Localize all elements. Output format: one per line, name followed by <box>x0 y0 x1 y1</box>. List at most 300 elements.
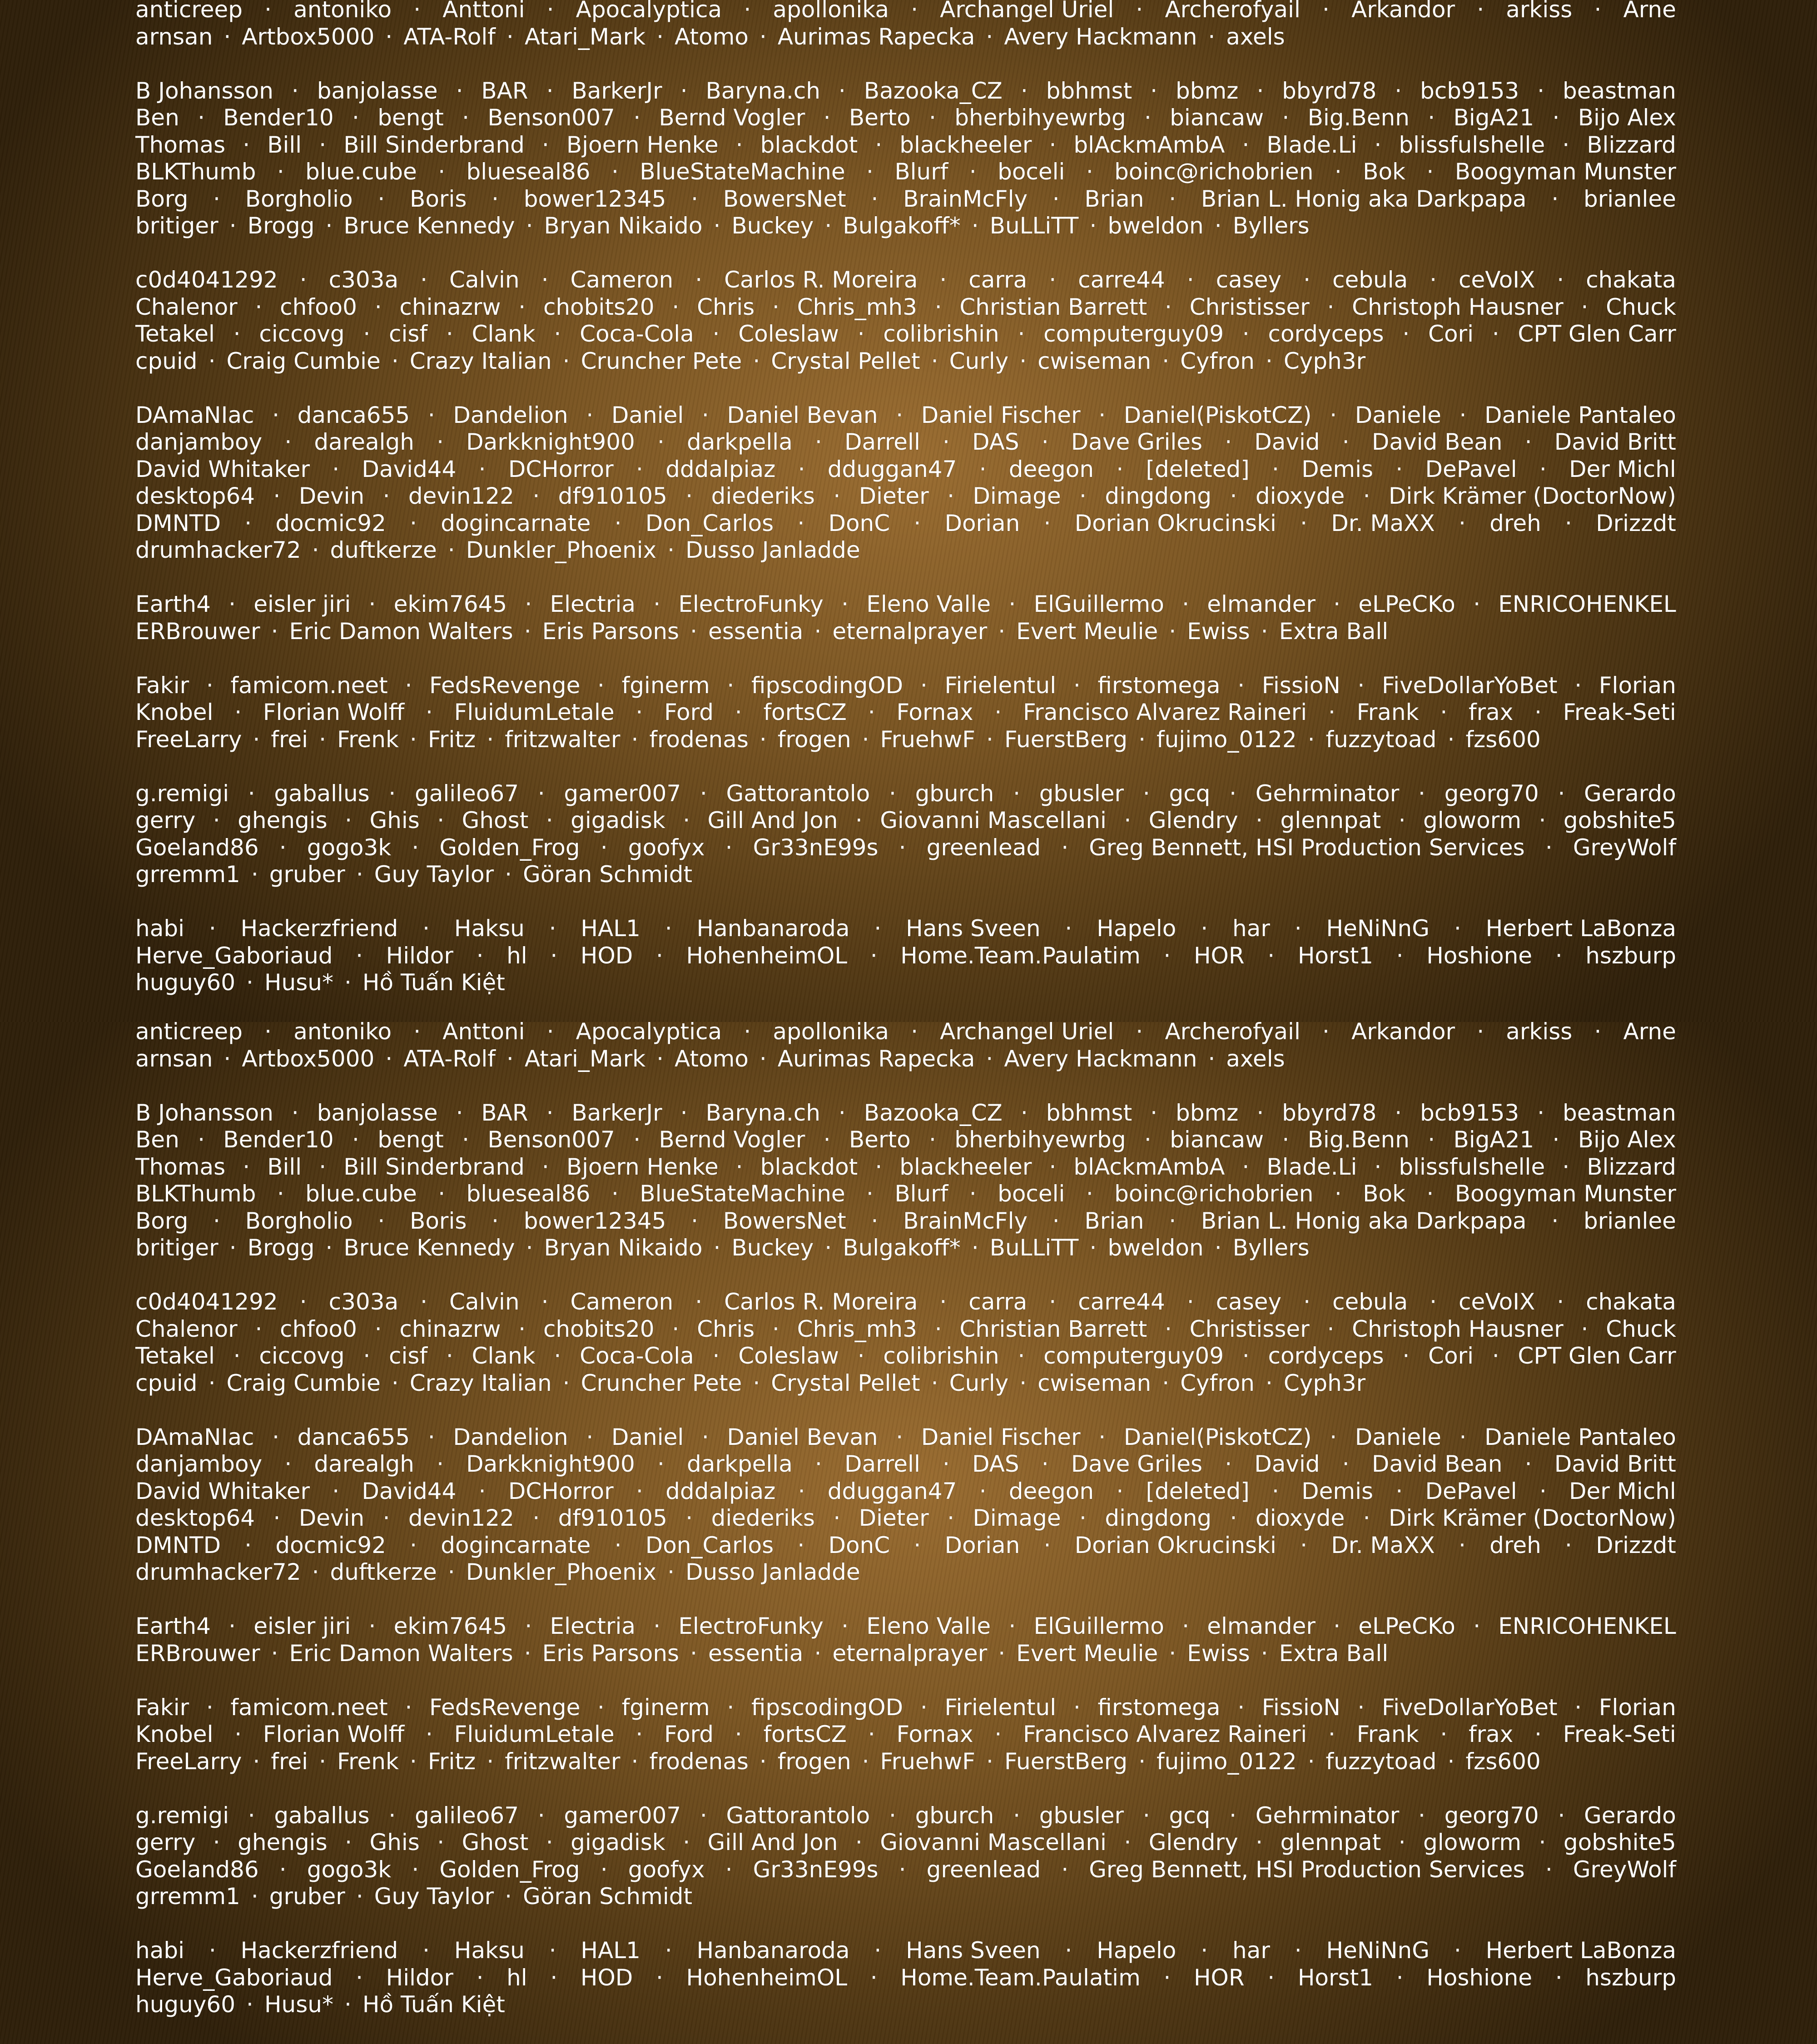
name-separator: · <box>392 1370 399 1397</box>
contributor-name: FreeLarry <box>135 726 242 754</box>
contributor-name: computerguy09 <box>1043 1343 1224 1370</box>
name-separator: · <box>1073 672 1081 700</box>
name-separator: · <box>1256 78 1264 105</box>
contributor-name: bweldon <box>1107 1235 1203 1262</box>
name-separator: · <box>385 24 392 51</box>
name-separator: · <box>702 402 709 429</box>
contributor-name: Dorian <box>944 1532 1020 1559</box>
contributor-name: Daniel Fischer <box>921 1424 1081 1451</box>
contributor-name: Christian Barrett <box>959 294 1147 321</box>
contributor-name: Chalenor <box>135 1316 238 1343</box>
contributor-name: Aurimas Rapecka <box>778 1046 975 1073</box>
name-separator: · <box>1557 1289 1564 1316</box>
contributor-name: Bill <box>267 132 302 159</box>
name-separator: · <box>413 0 421 24</box>
name-separator: · <box>284 1451 292 1478</box>
contributor-name: Darkknight900 <box>466 429 635 456</box>
name-separator: · <box>656 24 664 51</box>
contributor-name: Dunkler_Phoenix <box>466 537 656 564</box>
contributor-name: BLKThumb <box>135 1181 256 1208</box>
name-separator: · <box>426 1721 433 1748</box>
contributor-name: Bazooka_CZ <box>864 1100 1003 1127</box>
contributor-name: ceVoIX <box>1459 267 1535 294</box>
contributor-name: c0d4041292 <box>135 267 278 294</box>
name-separator: · <box>1021 1100 1028 1127</box>
name-separator: · <box>1267 943 1275 970</box>
name-separator: · <box>994 699 1002 726</box>
contributor-name: britiger <box>135 1235 218 1262</box>
contributor-name: c303a <box>329 267 399 294</box>
contributor-name: Bjoern Henke <box>566 1154 719 1181</box>
name-separator: · <box>601 1856 608 1884</box>
name-separator: · <box>1116 1478 1123 1505</box>
contributor-name: Fritz <box>428 726 476 754</box>
contributor-name: dioxyde <box>1256 1505 1345 1532</box>
name-separator: · <box>1098 402 1106 429</box>
contributor-name: chobits20 <box>543 294 655 321</box>
name-separator: · <box>841 1613 849 1640</box>
contributor-name: blissfulshelle <box>1399 132 1545 159</box>
contributor-name: dogincarnate <box>441 1532 591 1559</box>
contributor-name: B Johansson <box>135 78 273 105</box>
contributor-name: Crazy Italian <box>410 1370 552 1397</box>
name-separator: · <box>1169 186 1176 213</box>
contributor-name: Dorian <box>944 510 1020 537</box>
contributor-name: banjolasse <box>317 1100 438 1127</box>
contributor-name: Gerardo <box>1584 1802 1676 1830</box>
name-separator: · <box>875 132 882 159</box>
contributor-name: Atomo <box>675 24 749 51</box>
contributor-name: ENRICOHENKEL <box>1498 591 1676 618</box>
name-separator: · <box>271 1640 278 1667</box>
name-separator: · <box>889 780 896 808</box>
contributor-name: Earth4 <box>135 1613 211 1640</box>
name-separator: · <box>1215 213 1222 240</box>
contributor-name: Arkandor <box>1351 0 1455 24</box>
name-separator: · <box>292 1100 299 1127</box>
name-separator: · <box>532 1505 540 1532</box>
contributor-name: fortsCZ <box>763 1721 847 1748</box>
name-separator: · <box>525 1613 532 1640</box>
contributor-name: Dieter <box>859 1505 929 1532</box>
contributor-name: fritzwalter <box>505 1748 620 1776</box>
contributor-name: fipscodingOD <box>751 672 903 700</box>
name-separator: · <box>943 1451 950 1478</box>
name-separator: · <box>1049 1289 1056 1316</box>
name-separator: · <box>554 321 561 348</box>
name-separator: · <box>1562 132 1569 159</box>
name-separator: · <box>388 780 396 808</box>
contributor-name: diederiks <box>711 1505 815 1532</box>
name-separator: · <box>420 267 427 294</box>
contributor-name: Gattorantolo <box>726 780 870 808</box>
contributor-name: DAmaNIac <box>135 402 254 429</box>
contributor-name: Artbox5000 <box>242 24 374 51</box>
name-separator: · <box>1562 1154 1569 1181</box>
name-separator: · <box>657 429 665 456</box>
contributor-name: Arkandor <box>1351 1022 1455 1046</box>
name-separator: · <box>1428 1126 1435 1154</box>
name-separator: · <box>518 294 526 321</box>
name-separator: · <box>1557 267 1564 294</box>
contributor-name: df910105 <box>558 483 667 510</box>
name-separator: · <box>760 1748 767 1776</box>
name-separator: · <box>1086 1181 1093 1208</box>
contributor-name: eLPeCKo <box>1358 591 1455 618</box>
name-separator: · <box>1308 726 1315 754</box>
contributor-name: Bijo Alex <box>1578 104 1676 132</box>
name-separator: · <box>1242 321 1250 348</box>
contributor-name: bower12345 <box>524 1208 666 1235</box>
name-separator: · <box>1492 1343 1499 1370</box>
contributor-name: HeNiNnG <box>1326 1937 1430 1965</box>
contributor-name: HOR <box>1194 1965 1245 1992</box>
contributor-name: Brian L. Honig aka Darkpapa <box>1201 1208 1527 1235</box>
name-separator: · <box>702 1424 709 1451</box>
name-separator: · <box>356 1965 363 1992</box>
contributor-name: Daniel <box>611 402 684 429</box>
contributor-name: deegon <box>1009 456 1094 483</box>
contributor-name: brianlee <box>1584 1208 1676 1235</box>
name-separator: · <box>549 1937 556 1965</box>
contributor-name: gruber <box>269 1883 345 1910</box>
name-separator: · <box>736 132 743 159</box>
contributor-name: cpuid <box>135 348 198 375</box>
name-separator: · <box>375 294 382 321</box>
contributor-name: Hans Sveen <box>906 1937 1040 1965</box>
name-separator: · <box>1418 780 1425 808</box>
name-separator: · <box>797 510 804 537</box>
name-separator: · <box>253 726 260 754</box>
contributor-name: blueseal86 <box>467 1181 591 1208</box>
contributor-name: fginerm <box>622 1694 710 1722</box>
name-separator: · <box>1124 1829 1131 1856</box>
name-separator: · <box>969 1181 977 1208</box>
contributor-name: ATA-Rolf <box>403 24 496 51</box>
name-separator: · <box>1539 1829 1546 1856</box>
contributor-name: Dorian Okrucinski <box>1075 510 1276 537</box>
contributor-name: Giovanni Mascellani <box>880 807 1107 834</box>
contributor-name: anticreep <box>135 0 243 24</box>
name-separator: · <box>920 672 928 700</box>
name-separator: · <box>352 1126 359 1154</box>
contributor-name: Gr33nE99s <box>753 1856 879 1884</box>
contributor-name: Cameron <box>570 267 673 294</box>
name-separator: · <box>1272 1478 1279 1505</box>
name-separator: · <box>1399 1829 1406 1856</box>
contributor-name: FedsRevenge <box>429 1694 580 1722</box>
contributor-name: gcq <box>1169 1802 1210 1830</box>
contributor-name: Earth4 <box>135 591 211 618</box>
contributor-name: gobshite5 <box>1564 807 1676 834</box>
contributor-name: Bulgakoff* <box>843 1235 960 1262</box>
name-separator: · <box>1237 1694 1245 1722</box>
name-separator: · <box>913 510 921 537</box>
name-separator: · <box>874 915 881 943</box>
name-separator: · <box>1551 186 1559 213</box>
contributor-name: Archangel Uriel <box>940 0 1114 24</box>
name-separator: · <box>943 429 950 456</box>
contributor-name: huguy60 <box>135 1991 235 2019</box>
contributor-name: gigadisk <box>571 807 665 834</box>
name-separator: · <box>635 699 643 726</box>
name-separator: · <box>312 537 319 564</box>
name-separator: · <box>550 943 557 970</box>
name-separator: · <box>1374 1154 1381 1181</box>
contributor-name: Big.Benn <box>1308 104 1410 132</box>
name-separator: · <box>1261 618 1268 645</box>
name-separator: · <box>633 104 640 132</box>
contributor-name: blAckmAmbA <box>1073 1154 1225 1181</box>
contributor-name: goofyx <box>628 834 705 862</box>
name-separator: · <box>413 1022 421 1046</box>
name-separator: · <box>538 780 545 808</box>
contributor-name: DAS <box>972 1451 1019 1478</box>
contributor-name: gloworm <box>1423 1829 1521 1856</box>
name-separator: · <box>233 321 241 348</box>
contributor-name: Daniel(PiskotCZ) <box>1124 1424 1312 1451</box>
name-separator: · <box>868 1721 875 1748</box>
contributor-name: goofyx <box>628 1856 705 1884</box>
contributor-name: chakata <box>1586 1289 1676 1316</box>
contributor-name: g.remigi <box>135 1802 229 1830</box>
name-separator: · <box>841 591 849 618</box>
name-separator: · <box>213 186 220 213</box>
contributor-name: ERBrouwer <box>135 1640 260 1667</box>
contributor-name: carra <box>968 1289 1027 1316</box>
name-separator: · <box>546 1829 553 1856</box>
name-separator: · <box>1065 1937 1072 1965</box>
contributor-name: Evert Meulie <box>1016 618 1158 645</box>
name-separator: · <box>636 456 643 483</box>
contributor-name: dogincarnate <box>441 510 591 537</box>
name-separator: · <box>345 807 352 834</box>
name-separator: · <box>506 24 514 51</box>
contributor-name: blAckmAmbA <box>1073 132 1225 159</box>
contributor-name: [deleted] <box>1146 1478 1249 1505</box>
name-separator: · <box>272 402 279 429</box>
name-separator: · <box>858 321 865 348</box>
contributor-name: Carlos R. Moreira <box>724 267 918 294</box>
contributor-name: famicom.neet <box>230 672 387 700</box>
contributor-name: Eris Parsons <box>542 618 679 645</box>
name-separator: · <box>725 834 733 862</box>
name-separator: · <box>1574 672 1582 700</box>
name-separator: · <box>713 1235 720 1262</box>
name-separator: · <box>986 24 993 51</box>
name-separator: · <box>1473 591 1480 618</box>
name-separator: · <box>998 618 1005 645</box>
contributor-name: gamer007 <box>564 1802 681 1830</box>
name-separator: · <box>871 186 878 213</box>
contributor-name: arnsan <box>135 24 213 51</box>
contributor-name: bengt <box>377 104 444 132</box>
contributor-name: Extra Ball <box>1279 618 1389 645</box>
contributor-name: Evert Meulie <box>1016 1640 1158 1667</box>
name-separator: · <box>383 483 390 510</box>
contributor-name: cordyceps <box>1268 321 1384 348</box>
name-separator: · <box>1079 483 1087 510</box>
name-separator: · <box>833 1505 840 1532</box>
contributor-name: BlueStateMachine <box>640 1181 845 1208</box>
name-separator: · <box>725 1856 733 1884</box>
contributor-name: essentia <box>708 618 803 645</box>
contributor-name: anticreep <box>135 1022 243 1046</box>
name-separator: · <box>1008 1613 1016 1640</box>
name-separator: · <box>1328 1721 1335 1748</box>
contributor-name: Dunkler_Phoenix <box>466 1559 656 1586</box>
contributor-name: docmic92 <box>275 1532 386 1559</box>
contributor-name: David Bean <box>1372 429 1503 456</box>
name-separator: · <box>633 1126 640 1154</box>
name-separator: · <box>253 1748 260 1776</box>
contributor-name: antoniko <box>293 1022 392 1046</box>
name-separator: · <box>277 1181 284 1208</box>
name-separator: · <box>1201 915 1208 943</box>
contributor-name: Greg Bennett, HSI Production Services <box>1089 1856 1525 1884</box>
contributor-name: Berto <box>849 1126 911 1154</box>
name-separator: · <box>198 1126 205 1154</box>
contributor-name: Brian L. Honig aka Darkpapa <box>1201 186 1527 213</box>
name-separator: · <box>526 213 533 240</box>
name-separator: · <box>264 0 272 24</box>
contributor-name: Cameron <box>570 1289 673 1316</box>
name-separator: · <box>986 726 993 754</box>
name-separator: · <box>814 1640 821 1667</box>
contributor-name: bweldon <box>1107 213 1203 240</box>
contributor-name: Demis <box>1301 456 1373 483</box>
name-separator: · <box>760 726 767 754</box>
name-separator: · <box>1363 483 1370 510</box>
name-separator: · <box>1018 321 1025 348</box>
contributor-name: Golden_Frog <box>439 834 580 862</box>
contributor-name: [deleted] <box>1146 456 1249 483</box>
name-separator: · <box>667 1559 675 1586</box>
name-separator: · <box>1242 1154 1249 1181</box>
contributor-name: Dirk Krämer (DoctorNow) <box>1389 1505 1676 1532</box>
contributor-name: Göran Schmidt <box>523 861 692 888</box>
name-separator: · <box>824 1126 831 1154</box>
name-separator: · <box>420 1289 427 1316</box>
contributor-name: galileo67 <box>415 780 519 808</box>
name-separator: · <box>1267 1965 1275 1992</box>
contributor-name: Eris Parsons <box>542 1640 679 1667</box>
contributor-name: habi <box>135 1937 184 1965</box>
contributor-name: Gerardo <box>1584 780 1676 808</box>
contributor-name: Calvin <box>449 267 520 294</box>
contributor-name: Boogyman Munster <box>1455 159 1676 186</box>
contributor-name: DePavel <box>1425 456 1517 483</box>
contributor-name: dreh <box>1489 1532 1541 1559</box>
contributor-name: Borg <box>135 186 188 213</box>
contributor-name: firstomega <box>1097 672 1220 700</box>
name-separator: · <box>1555 943 1563 970</box>
name-separator: · <box>1042 1451 1049 1478</box>
contributor-name: Archangel Uriel <box>940 1022 1114 1046</box>
contributor-name: fginerm <box>622 672 710 700</box>
name-separator: · <box>542 1154 549 1181</box>
contributor-name: Drizzdt <box>1596 510 1676 537</box>
name-separator: · <box>683 1829 690 1856</box>
name-separator: · <box>1545 834 1553 862</box>
contributor-name: Ghis <box>369 1829 419 1856</box>
name-separator: · <box>428 1424 435 1451</box>
name-separator: · <box>972 213 979 240</box>
name-separator: · <box>1440 1721 1447 1748</box>
contributor-name: Hanbanaroda <box>696 915 849 943</box>
name-separator: · <box>385 1046 392 1073</box>
name-separator: · <box>1201 1937 1208 1965</box>
name-separator: · <box>1335 159 1342 186</box>
name-separator: · <box>772 294 779 321</box>
contributor-name: FiveDollarYoBet <box>1382 1694 1558 1722</box>
contributor-name: Archerofyail <box>1165 1022 1300 1046</box>
contributor-name: Big.Benn <box>1308 1126 1410 1154</box>
name-separator: · <box>665 1937 672 1965</box>
contributor-name: huguy60 <box>135 969 235 997</box>
contributor-name: B Johansson <box>135 1100 273 1127</box>
name-separator: · <box>667 537 675 564</box>
contributor-name: Aurimas Rapecka <box>778 24 975 51</box>
name-separator: · <box>1335 1181 1342 1208</box>
name-separator: · <box>437 1451 444 1478</box>
contributor-name: Chris <box>697 1316 755 1343</box>
contributor-name: boceli <box>998 1181 1065 1208</box>
name-separator: · <box>487 726 494 754</box>
name-separator: · <box>1363 1505 1370 1532</box>
name-separator: · <box>611 159 619 186</box>
contributor-name: BigA21 <box>1453 104 1534 132</box>
name-separator: · <box>899 834 906 862</box>
name-separator: · <box>213 807 220 834</box>
name-separator: · <box>1395 1478 1403 1505</box>
contributor-name: Brian <box>1084 1208 1144 1235</box>
contributor-name: Chris_mh3 <box>797 294 917 321</box>
contributor-name: Goeland86 <box>135 1856 259 1884</box>
name-separator: · <box>1537 78 1544 105</box>
name-separator: · <box>209 1937 216 1965</box>
contributor-name: c303a <box>329 1289 399 1316</box>
contributor-name: Bernd Vogler <box>659 1126 805 1154</box>
contributor-name: Avery Hackmann <box>1004 1046 1197 1073</box>
contributor-name: banjolasse <box>317 78 438 105</box>
name-separator: · <box>518 1316 526 1343</box>
contributor-name: Giovanni Mascellani <box>880 1829 1107 1856</box>
contributor-name: desktop64 <box>135 483 255 510</box>
contributor-name: dddalpiaz <box>665 456 775 483</box>
name-separator: · <box>233 1343 241 1370</box>
name-separator: · <box>871 1208 878 1235</box>
contributor-name: BuLLiTT <box>990 1235 1079 1262</box>
contributor-name: Bernd Vogler <box>659 104 805 132</box>
name-separator: · <box>1448 726 1455 754</box>
name-separator: · <box>862 726 869 754</box>
name-separator: · <box>206 1694 213 1722</box>
name-separator: · <box>889 1802 896 1830</box>
name-separator: · <box>1237 672 1245 700</box>
contributor-name: gruber <box>269 861 345 888</box>
name-separator: · <box>344 1991 352 2019</box>
name-separator: · <box>271 618 278 645</box>
contributor-name: danjamboy <box>135 1451 262 1478</box>
contributor-name: David <box>1254 1451 1320 1478</box>
contributor-name: Eric Damon Walters <box>289 618 513 645</box>
contributor-name: Daniel <box>611 1424 684 1451</box>
name-separator: · <box>1116 456 1123 483</box>
contributor-name: frax <box>1469 699 1513 726</box>
contributor-name: Artbox5000 <box>242 1046 374 1073</box>
contributor-name: Cyph3r <box>1284 1370 1365 1397</box>
